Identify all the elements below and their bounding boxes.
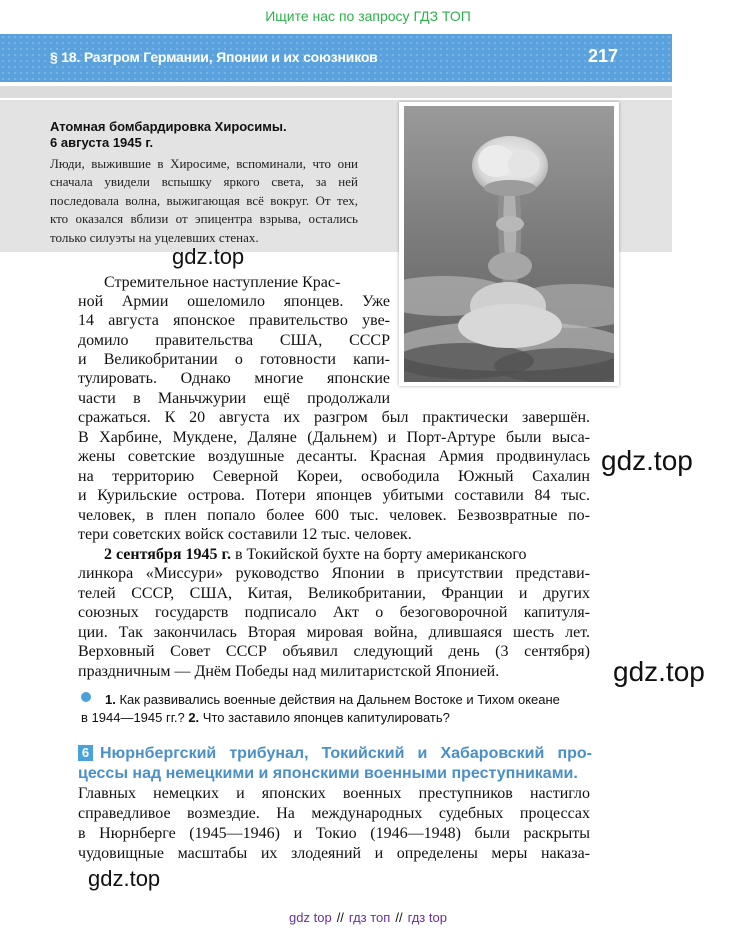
bottom-link[interactable]: gdz top	[289, 910, 332, 925]
caption-title	[50, 119, 370, 151]
question-number: 2.	[188, 710, 200, 725]
paragraph-line: ной Армии ошеломило японцев. Уже	[78, 293, 390, 310]
caption-title-line2: 6 августа 1945 г.	[50, 135, 154, 150]
question-number: 1.	[105, 692, 116, 707]
paragraph-line: Верховный Совет СССР объявил следующий день (3 сентября)	[78, 643, 590, 660]
paragraph-line: тери советских войск составили 12 тыс. человек.	[78, 526, 412, 543]
caption-title-line1: Атомная бомбардировка Хиросимы.	[50, 119, 287, 134]
watermark: gdz.top	[613, 656, 705, 687]
question-text: Как развивались военные действия на Дальнем Востоке и Тихом океане	[115, 692, 560, 707]
paragraph-line: Стремительное наступление Крас-	[104, 274, 341, 291]
question-text: в 1944—1945 гг.?	[81, 710, 189, 725]
paragraph-line: Главных немецких и японских военных преступников настигло	[78, 785, 590, 802]
question-bullet-icon	[81, 692, 91, 702]
chapter-title: § 18. Разгром Германии, Японии и их союзников	[50, 49, 378, 65]
question-text: Что заставило японцев капитулировать?	[199, 710, 450, 725]
paragraph-line: чудовищные масштабы их злодеяний и определены меры наказа-	[78, 845, 590, 862]
bottom-link[interactable]: гдз top	[407, 910, 447, 925]
paragraph-line: человек, в плен попало более 600 тыс. человек. Безвозвратные по-	[78, 507, 590, 524]
paragraph-line-rest: в Токийской бухте на борту американского	[230, 546, 527, 563]
paragraph-line: домило правительства США, СССР	[78, 332, 390, 349]
paragraph-line: линкора «Миссури» руководство Японии в присутствии представи-	[78, 565, 590, 582]
bottom-link[interactable]: гдз топ	[348, 910, 391, 925]
search-banner[interactable]: Ищите нас по запросу ГДЗ ТОП	[265, 8, 471, 24]
question-line	[105, 692, 560, 708]
question-line	[81, 710, 450, 726]
section-heading: цессы над немецкими и японскими военными преступниками.	[78, 765, 578, 782]
paragraph-line: на территорию Северной Кореи, освободила Южный Сахалин	[78, 468, 590, 485]
paragraph-line: и Курильские острова. Потери японцев убитыми составили 84 тыс.	[78, 487, 590, 504]
watermark: gdz.top	[601, 445, 693, 476]
paragraph-line: в Нюрнберге (1945—1946) и Токио (1946—1948) были раскрыты	[78, 825, 590, 842]
date-highlight: 2 сентября 1945 г.	[104, 546, 231, 563]
page-number: 217	[587, 46, 618, 66]
watermark: gdz.top	[88, 866, 161, 891]
header-divider	[0, 86, 672, 98]
hiroshima-photo	[399, 102, 619, 386]
paragraph-line: жены советские воздушные десанты. Красная Армия продвинулась	[78, 448, 590, 465]
paragraph-line: и Великобритании о готовности капи-	[78, 351, 390, 368]
paragraph-line: В Харбине, Мукдене, Даляне (Дальнем) и Порт-Артуре были выса-	[78, 429, 590, 446]
paragraph-line: праздничным — Днём Победы над милитаристской Японией.	[78, 663, 500, 680]
paragraph-line: тулировать. Однако многие японские	[78, 370, 390, 387]
link-separator: //	[395, 910, 403, 925]
paragraph-line: 14 августа японское правительство уве-	[78, 312, 390, 329]
paragraph-line: телей СССР, США, Китая, Великобритании, Франции и других	[78, 585, 590, 602]
chapter-header	[0, 34, 672, 82]
paragraph-line: справедливое возмездие. На международных судебных процессах	[78, 805, 590, 822]
caption-text: Люди, выжившие в Хиросиме, вспоминали, что они сначала увидели вспышку яркого света, за ней последовала волна, выжигающая всё вокруг. От тех, кто оказался вблизи от эпицентра взрыва, остались только силуэты на уцелевших стенах.	[50, 156, 358, 245]
section-heading: Нюрнбергский трибунал, Токийский и Хабаровский про-	[100, 745, 592, 762]
atomic-mushroom-cloud-photo	[404, 106, 614, 382]
link-separator: //	[336, 910, 344, 925]
watermark: gdz.top	[172, 244, 245, 269]
paragraph-line: части в Маньчжурии ещё продолжали	[78, 390, 390, 407]
paragraph-line: ции. Так закончилась Вторая мировая война, длившаяся шесть лет.	[78, 624, 590, 641]
paragraph-line	[104, 545, 590, 564]
section-number-badge: 6	[78, 745, 93, 761]
bottom-links	[0, 910, 736, 925]
paragraph-line: союзных государств подписало Акт о безоговорочной капитуля-	[78, 604, 590, 621]
paragraph-line: сражаться. К 20 августа их разгром был практически завершён.	[78, 409, 590, 426]
